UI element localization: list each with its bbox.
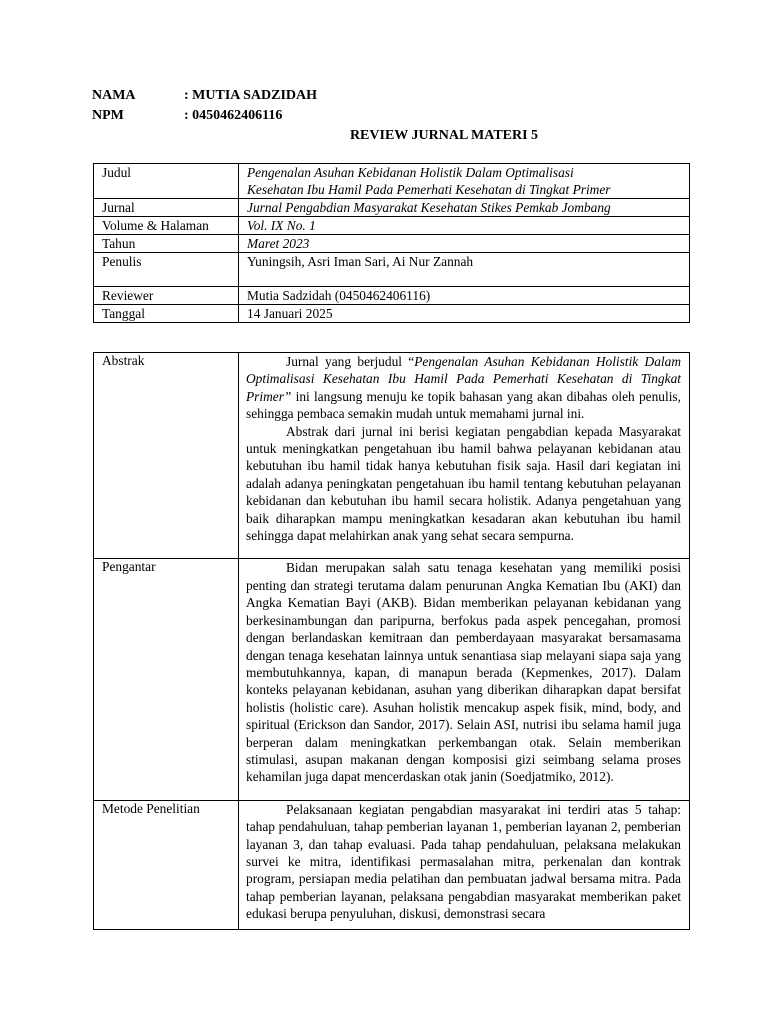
npm-label: NPM [92,108,124,123]
abstrak-p1-title: Pengenalan Asuhan Kebidanan Holistik Dalam Optimalisasi Kesehatan Ibu Hamil Pada Pemerhati Kesehatan di Tingkat Primer” [246,354,681,404]
tanggal-value: 14 Januari 2025 [239,305,690,323]
table-row [94,353,690,559]
reviewer-label: Reviewer [94,287,239,305]
table-row [94,287,690,305]
table-row [94,235,690,253]
tanggal-label: Tanggal [94,305,239,323]
tahun-label: Tahun [94,235,239,253]
npm-value: : 0450462406116 [184,108,283,123]
abstrak-p1-pre: Jurnal yang berjudul “ [286,354,415,369]
table-row [94,559,690,800]
metode-content [239,800,690,929]
name-label: NAMA [92,88,136,103]
npm-line [92,107,282,124]
penulis-label: Penulis [94,253,239,287]
jurnal-value: Jurnal Pengabdian Masyarakat Kesehatan Stikes Pemkab Jombang [239,199,690,217]
metode-label: Metode Penelitian [94,800,239,929]
judul-line-2: Kesehatan Ibu Hamil Pada Pemerhati Kesehatan di Tingkat Primer [247,182,611,197]
abstrak-paragraph-2: Abstrak dari jurnal ini berisi kegiatan pengabdian kepada Masyarakat untuk meningkatkan pengetahuan ibu hamil bahwa pelayanan kebidanan atau kebutuhan ibu hamil tidak hanya kebutuhan fisik saja. Hasil dari kegiatan ini adalah adanya peningkatan pengetahuan ibu hamil tentang kebutuhan pelayanan kebidanan dan kebutuhan ibu hamil secara holistik. Adanya pengetahuan yang baik diharapkan mampu meningkatkan kesadaran akan kebutuhan ibu hamil sehingga dapat melahirkan anak yang sehat secara sempurna. [246,423,681,544]
document-title: REVIEW JURNAL MATERI 5 [349,128,539,143]
volume-label: Volume & Halaman [94,217,239,235]
pengantar-label: Pengantar [94,559,239,800]
reviewer-value: Mutia Sadzidah (0450462406116) [239,287,690,305]
name-line [92,87,317,104]
name-value: : MUTIA SADZIDAH [184,88,318,103]
table-row [94,164,690,199]
pengantar-paragraph-1: Bidan merupakan salah satu tenaga kesehatan yang memiliki posisi penting dan strategi terutama dalam penurunan Angka Kematian Ibu (AKI) dan Angka Kematian Bayi (AKB). Bidan memberikan pelayanan kebidanan yang berkesinambungan dan paripurna, berfokus pada aspek pencegahan, promosi dengan berlandaskan kemitraan dan pemberdayaan masyarakat bersamasama dengan tenaga kesehatan lainnya untuk senantiasa siap melayani siapa saja yang membutuhkannya, kapan, di manapun berada (Kepmenkes, 2017). Dalam konteks pelayanan kebidanan, asuhan yang diberikan diharapkan dapat bersifat holistis (holistic care). Asuhan holistik mencakup aspek fisik, mind, body, and spiritual (Erickson dan Sandor, 2017). Selain ASI, nutrisi ibu selama hamil juga berperan dalam meningkatkan perkembangan otak. Selain memberikan stimulasi, asupan makanan dengan komposisi gizi seimbang selama proses kehamilan juga dapat mencerdaskan otak janin (Soedjatmiko, 2012). [246,560,681,785]
table-row [94,800,690,929]
judul-label: Judul [94,164,239,199]
pengantar-content [239,559,690,800]
abstrak-paragraph-1 [246,353,681,423]
table-row [94,253,690,287]
judul-line-1: Pengenalan Asuhan Kebidanan Holistik Dalam Optimalisasi [247,165,574,180]
abstrak-content [239,353,690,559]
table-row [94,199,690,217]
abstrak-p1-post: ini langsung menuju ke topik bahasan yang akan dibahas oleh penulis, sehingga pembaca semakin mudah untuk memahami jurnal ini. [246,388,681,422]
judul-value [239,164,690,199]
abstrak-label: Abstrak [94,353,239,559]
review-sections-table [93,352,690,930]
jurnal-label: Jurnal [94,199,239,217]
volume-value: Vol. IX No. 1 [239,217,690,235]
metode-paragraph-1: Pelaksanaan kegiatan pengabdian masyarakat ini terdiri atas 5 tahap: tahap pendahuluan, tahap pemberian layanan 1, pemberian layanan 2, pemberian layanan 3, dan tahap evaluasi. Pada tahap pendahuluan, pelaksana melakukan survei ke mitra, identifikasi permasalahan mitra, perkenalan dan kontrak program, persiapan media pelatihan dan pembuatan jadwal bersama mitra. Pada tahap pemberian layanan, pelaksana pengabdian masyarakat memberikan paket edukasi berupa penyuluhan, diskusi, demonstrasi secara [246,801,681,922]
journal-metadata-table [93,163,690,323]
penulis-value: Yuningsih, Asri Iman Sari, Ai Nur Zannah [239,253,690,287]
table-row [94,305,690,323]
table-row [94,217,690,235]
tahun-value: Maret 2023 [239,235,690,253]
